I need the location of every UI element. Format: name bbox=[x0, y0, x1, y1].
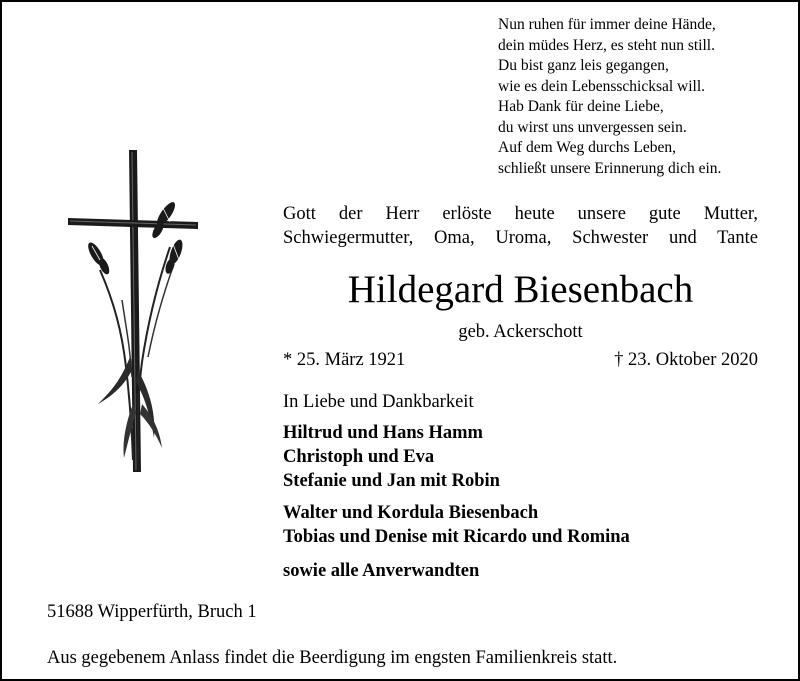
mourner-line: Christoph und Eva bbox=[283, 447, 435, 467]
intro-word: der bbox=[338, 204, 363, 224]
family-address: 51688 Wipperfürth, Bruch 1 bbox=[47, 602, 257, 622]
mourner-line: Hiltrud und Hans Hamm bbox=[283, 423, 483, 443]
poem-line: Nun ruhen für immer deine Hände, bbox=[498, 16, 716, 33]
cross-with-wheat-icon bbox=[62, 142, 202, 477]
mourners-closing: sowie alle Anverwandten bbox=[283, 561, 480, 581]
intro-line: Schwiegermutter, Oma, Uroma, Schwester und Tante bbox=[283, 228, 758, 248]
poem-line: du wirst uns unvergessen sein. bbox=[498, 118, 687, 136]
birth-date: * 25. März 1921 bbox=[283, 350, 406, 370]
mourner-line: Tobias und Denise mit Ricardo und Romina bbox=[283, 527, 630, 547]
memorial-poem bbox=[498, 15, 798, 179]
intro-word: unsere bbox=[577, 204, 626, 224]
mourners-group bbox=[283, 421, 500, 493]
life-dates bbox=[283, 348, 758, 372]
poem-line: dein müdes Herz, es steht nun still. bbox=[498, 36, 715, 54]
intro-text bbox=[283, 202, 758, 250]
mourner-line: Walter und Kordula Biesenbach bbox=[283, 503, 539, 523]
poem-line: Auf dem Weg durchs Leben, bbox=[498, 139, 676, 156]
poem-line: Hab Dank für deine Liebe, bbox=[498, 98, 664, 115]
death-date: † 23. Oktober 2020 bbox=[614, 350, 758, 370]
intro-word: Mutter, bbox=[703, 204, 758, 224]
mourners-group bbox=[283, 501, 630, 549]
intro-word: erlöste bbox=[442, 204, 492, 224]
funeral-notice: Aus gegebenem Anlass findet die Beerdigung im engsten Familienkreis statt. bbox=[47, 648, 618, 668]
poem-line: schließt unsere Erinnerung dich ein. bbox=[498, 159, 722, 177]
mourner-line: Stefanie und Jan mit Robin bbox=[283, 471, 500, 491]
deceased-name: Hildegard Biesenbach bbox=[347, 268, 694, 311]
mourners-intro: In Liebe und Dankbarkeit bbox=[283, 392, 474, 412]
intro-word: Herr bbox=[385, 204, 420, 224]
intro-word: heute bbox=[514, 204, 555, 224]
poem-line: Du bist ganz leis gegangen, bbox=[498, 57, 669, 74]
intro-word: gute bbox=[648, 204, 681, 224]
intro-line bbox=[283, 202, 758, 226]
maiden-name: geb. Ackerschott bbox=[458, 322, 583, 342]
intro-word: Gott bbox=[283, 204, 316, 224]
poem-line: wie es dein Lebensschicksal will. bbox=[498, 77, 706, 95]
